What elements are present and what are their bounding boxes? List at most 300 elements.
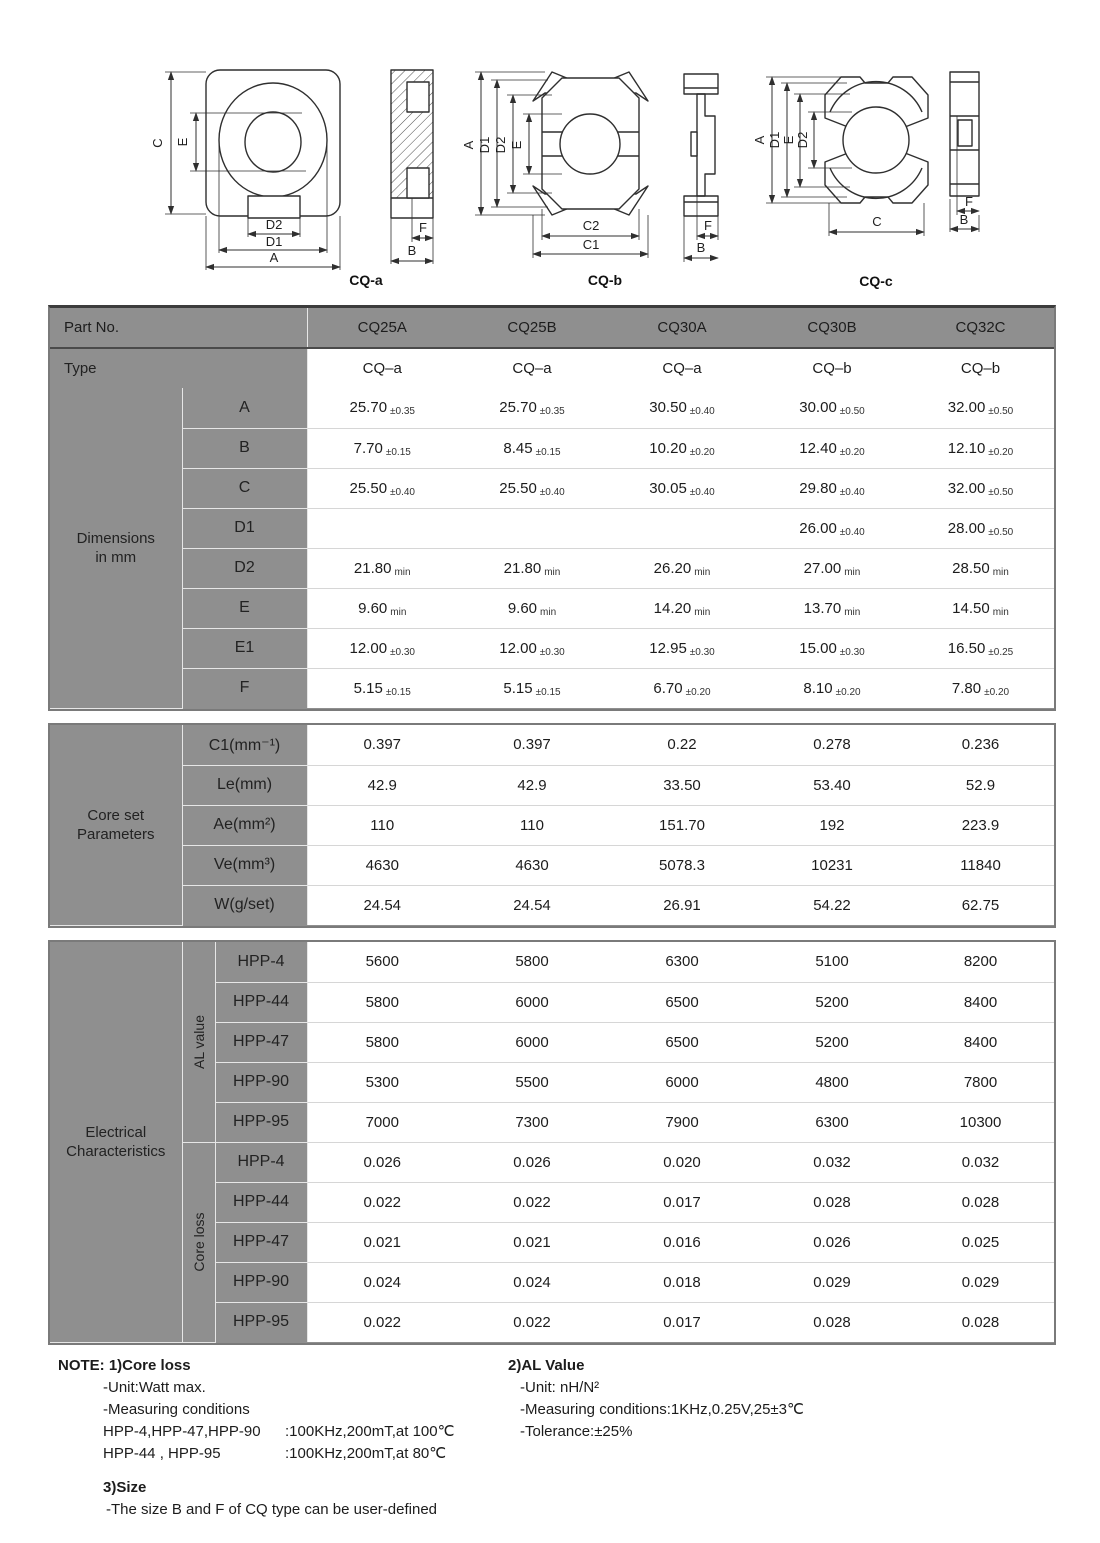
value-cell (307, 845, 457, 885)
value-cell (907, 1062, 1054, 1102)
value-cell (457, 1182, 607, 1222)
value-cell (307, 805, 457, 845)
value-number: 5078.3 (659, 856, 705, 874)
value-number: 33.50 (663, 776, 701, 794)
value-cell (607, 1102, 757, 1142)
value-number: 9.60 (507, 599, 538, 617)
value-cell (457, 348, 607, 388)
value-cell (757, 388, 907, 428)
value-cell (607, 668, 757, 708)
dim-label-cell: A (182, 388, 307, 428)
value-number: CQ–a (512, 360, 552, 377)
value-number: 0.022 (363, 1313, 402, 1331)
value-number: 5600 (365, 953, 399, 971)
value-number: 5800 (365, 1033, 399, 1051)
cq-c-side-view (950, 72, 979, 232)
value-cell (607, 1222, 757, 1262)
value-number: 151.70 (659, 816, 705, 834)
value-cell (907, 885, 1054, 925)
value-number: 0.397 (513, 736, 551, 754)
value-tolerance: ±0.20 (689, 446, 715, 458)
value-cell (907, 668, 1054, 708)
value-number: 0.024 (513, 1273, 551, 1291)
value-tolerance: min (540, 606, 557, 618)
value-number: 5.15 (353, 679, 383, 697)
value-cell (907, 628, 1054, 668)
value-cell (607, 845, 757, 885)
value-cell (907, 508, 1054, 548)
value-number: 24.54 (363, 896, 402, 914)
value-number: 26.20 (653, 559, 692, 577)
group-label-cell: Core set Parameters (50, 725, 182, 925)
note-condition-row (103, 1421, 518, 1443)
value-tolerance: ±0.40 (689, 406, 715, 418)
value-number: 9.60 (358, 599, 388, 617)
cq-a-dim-d2: D2 (265, 217, 283, 232)
value-cell (307, 1022, 457, 1062)
value-cell (607, 1022, 757, 1062)
value-number: 26.00 (799, 519, 837, 537)
cq-c-side-notch (958, 120, 972, 146)
dim-label-cell: D2 (182, 548, 307, 588)
value-cell (457, 428, 607, 468)
rotated-group-label-cell (182, 942, 215, 1142)
table-row (50, 668, 1054, 708)
value-number: 0.032 (961, 1153, 1000, 1171)
value-number: 6300 (665, 953, 699, 971)
value-cell (607, 428, 757, 468)
value-tolerance: min (992, 566, 1009, 578)
cq-a-caption: CQ-a (349, 272, 383, 288)
value-cell (307, 468, 457, 508)
value-cell (307, 1102, 457, 1142)
value-tolerance: ±0.20 (988, 446, 1014, 458)
value-number: 13.70 (803, 599, 842, 617)
value-tolerance: ±0.35 (390, 406, 415, 418)
core-set-table (50, 725, 1054, 926)
value-cell (907, 982, 1054, 1022)
value-number: 7.80 (951, 679, 982, 697)
value-tolerance: ±0.30 (839, 646, 865, 658)
value-cell (457, 1062, 607, 1102)
table-row (50, 942, 1054, 982)
value-tolerance: ±0.30 (539, 646, 565, 658)
value-number: 192 (819, 816, 845, 834)
cq-a-body (206, 70, 340, 216)
table-row (50, 388, 1054, 428)
value-tolerance: ±0.50 (839, 406, 865, 418)
value-tolerance: ±0.40 (839, 486, 865, 498)
value-number: 14.20 (653, 599, 692, 617)
value-number: 0.026 (813, 1233, 851, 1251)
value-number: 6.70 (653, 679, 683, 697)
value-cell (457, 668, 607, 708)
value-number: 0.017 (663, 1193, 701, 1211)
value-number: 16.50 (947, 639, 986, 657)
value-cell (907, 588, 1054, 628)
value-number: 21.80 (353, 559, 392, 577)
param-label-cell: W(g/set) (182, 885, 307, 925)
value-cell (607, 765, 757, 805)
hpp-label-cell: HPP-90 (215, 1062, 307, 1102)
value-number: 8.10 (803, 679, 833, 697)
rotated-group-label: AL value (190, 1014, 207, 1069)
dim-label-cell: E (182, 588, 307, 628)
value-number: 25.70 (349, 399, 388, 417)
group-label-cell: Electrical Characteristics (50, 942, 182, 1342)
value-cell (307, 388, 457, 428)
value-tolerance: ±0.40 (390, 486, 415, 498)
value-tolerance: ±0.20 (984, 686, 1010, 698)
part-no-label: Part No. (50, 308, 307, 348)
value-cell (607, 1302, 757, 1342)
dim-label-cell: F (182, 668, 307, 708)
value-number: 0.022 (513, 1193, 551, 1211)
value-tolerance: ±0.30 (689, 646, 715, 658)
param-label-cell: Ae(mm²) (182, 805, 307, 845)
value-cell (907, 1262, 1054, 1302)
value-cell (607, 388, 757, 428)
value-number: 8400 (963, 1033, 998, 1051)
value-tolerance: ±0.30 (390, 646, 415, 658)
value-cell (907, 765, 1054, 805)
value-number: 15.00 (799, 639, 837, 657)
value-number: 5800 (365, 993, 399, 1011)
value-number: 6500 (665, 1033, 699, 1051)
value-number: 0.018 (663, 1273, 701, 1291)
value-number: 42.9 (367, 776, 397, 794)
value-cell (757, 348, 907, 388)
value-number: 110 (520, 816, 544, 834)
value-cell (757, 1302, 907, 1342)
cq-a-side-notch-top (407, 82, 429, 112)
table-row (50, 805, 1054, 845)
value-cell (307, 588, 457, 628)
cq-a-side-notch-bottom (407, 168, 429, 198)
value-number: 0.025 (961, 1233, 1000, 1251)
condition-name: HPP-44 , HPP-95 (103, 1445, 221, 1462)
condition-value: :100KHz,200mT,at 80℃ (285, 1445, 447, 1462)
value-number: 54.22 (813, 896, 851, 914)
value-number: 12.10 (947, 439, 986, 457)
note-keyword: NOTE: (58, 1357, 105, 1374)
part-number-cell: CQ32C (907, 308, 1054, 348)
cq-c-dim-e: E (781, 135, 796, 145)
value-cell (457, 725, 607, 765)
part-number-cell: CQ30A (607, 308, 757, 348)
param-label-cell: Ve(mm³) (182, 845, 307, 885)
value-cell (757, 765, 907, 805)
electrical-table-block (48, 940, 1056, 1345)
value-cell (757, 885, 907, 925)
cq-b-side-notch (691, 132, 697, 156)
value-cell (607, 885, 757, 925)
hpp-label-cell: HPP-47 (215, 1022, 307, 1062)
table-row (50, 725, 1054, 765)
value-cell (907, 1102, 1054, 1142)
value-cell (307, 508, 457, 548)
value-cell (757, 1022, 907, 1062)
table-row (50, 1142, 1054, 1182)
value-number: 12.95 (649, 639, 687, 657)
value-cell (607, 548, 757, 588)
value-cell (607, 508, 757, 548)
value-cell (907, 1142, 1054, 1182)
condition-value: :100KHz,200mT,at 100℃ (285, 1423, 455, 1440)
value-cell (907, 468, 1054, 508)
value-cell (907, 1222, 1054, 1262)
cq-c-dim-b: B (959, 212, 969, 227)
value-number: 32.00 (947, 479, 986, 497)
value-number: 223.9 (961, 816, 1000, 834)
value-cell (757, 508, 907, 548)
value-cell (307, 548, 457, 588)
value-number: 0.021 (513, 1233, 551, 1251)
value-number: 25.50 (499, 479, 537, 497)
value-number: 28.00 (947, 519, 986, 537)
value-number: 0.032 (813, 1153, 851, 1171)
value-cell (607, 805, 757, 845)
value-number: 8400 (963, 993, 998, 1011)
value-tolerance: min (844, 606, 861, 618)
value-number: 30.05 (649, 479, 687, 497)
value-number: 28.50 (952, 559, 990, 577)
value-number: 30.50 (649, 399, 687, 417)
value-cell (307, 628, 457, 668)
cq-b-center-hole (560, 114, 620, 174)
cq-b-side-top-block (684, 74, 718, 94)
cq-a-front-view (150, 70, 340, 270)
value-number: 0.236 (961, 736, 1000, 754)
dimensions-rows (50, 388, 1054, 708)
value-number: 0.026 (363, 1153, 402, 1171)
value-number: 14.50 (952, 599, 990, 617)
hpp-label-cell: HPP-95 (215, 1102, 307, 1142)
cq-c-dim-d1: D1 (767, 131, 782, 149)
value-number: 10.20 (649, 439, 687, 457)
value-tolerance: ±0.25 (988, 646, 1014, 658)
value-number: 0.397 (363, 736, 402, 754)
value-cell (607, 1182, 757, 1222)
note-line: -Tolerance:±25% (520, 1423, 633, 1440)
value-tolerance: ±0.20 (835, 686, 861, 698)
note-size-lines (106, 1499, 518, 1521)
value-number: 0.021 (363, 1233, 402, 1251)
note-core-loss-conditions (58, 1421, 518, 1465)
hpp-label-cell: HPP-47 (215, 1222, 307, 1262)
table-row (50, 548, 1054, 588)
cq-c-dim-a: A (752, 135, 767, 145)
value-tolerance: min (694, 606, 711, 618)
value-tolerance: min (390, 606, 407, 618)
value-cell (457, 1022, 607, 1062)
value-cell (757, 548, 907, 588)
value-number: 5.15 (503, 679, 533, 697)
group-label-cell: Dimensions in mm (50, 388, 182, 708)
value-cell (607, 468, 757, 508)
value-number: 29.80 (799, 479, 837, 497)
value-tolerance: ±0.20 (685, 686, 711, 698)
value-number: 53.40 (813, 776, 851, 794)
value-cell (457, 942, 607, 982)
value-tolerance: min (844, 566, 861, 578)
hpp-label-cell: HPP-44 (215, 982, 307, 1022)
type-row (50, 348, 1054, 388)
value-cell (307, 1302, 457, 1342)
core-shape-diagrams (0, 0, 1100, 300)
table-row (50, 468, 1054, 508)
value-number: 5300 (365, 1073, 399, 1091)
rotated-group-label-cell (182, 1142, 215, 1342)
hpp-label-cell: HPP-95 (215, 1302, 307, 1342)
cq-a-dim-e: E (175, 137, 190, 147)
note-line: -Measuring conditions:1KHz,0.25V,25±3℃ (520, 1401, 804, 1418)
value-number: 0.022 (363, 1193, 402, 1211)
cq-c-dim-d2: D2 (795, 131, 810, 149)
value-number: 0.029 (961, 1273, 1000, 1291)
value-cell (457, 1222, 607, 1262)
cq-a-dim-c: C (150, 138, 165, 148)
value-cell (307, 942, 457, 982)
cq-b-dim-a: A (461, 140, 476, 150)
value-cell (907, 428, 1054, 468)
value-cell (907, 942, 1054, 982)
value-tolerance: ±0.15 (385, 686, 411, 698)
electrical-table (50, 942, 1054, 1343)
value-number: 11840 (960, 856, 1001, 874)
value-number: 0.017 (663, 1313, 701, 1331)
value-number: 7900 (665, 1113, 699, 1131)
value-cell (457, 1142, 607, 1182)
value-cell (307, 348, 457, 388)
value-cell (907, 1302, 1054, 1342)
value-cell (307, 1062, 457, 1102)
value-number: 12.40 (799, 439, 837, 457)
value-cell (457, 388, 607, 428)
value-cell (607, 1062, 757, 1102)
value-number: 0.028 (961, 1313, 1000, 1331)
value-tolerance: ±0.50 (988, 526, 1014, 538)
note-line: -The size B and F of CQ type can be user-defined (106, 1501, 438, 1518)
value-number: 27.00 (803, 559, 842, 577)
value-cell (607, 942, 757, 982)
cq-b-side-bottom-block (684, 196, 718, 216)
value-number: 5100 (815, 953, 849, 971)
value-cell (307, 1262, 457, 1302)
value-number: 5500 (515, 1073, 549, 1091)
value-number: 4630 (365, 856, 399, 874)
cq-c-caption: CQ-c (859, 273, 893, 289)
value-number: 4630 (515, 856, 549, 874)
value-number: 12.00 (349, 639, 388, 657)
value-number: 0.029 (813, 1273, 851, 1291)
value-cell (757, 1142, 907, 1182)
value-cell (607, 628, 757, 668)
value-number: 52.9 (965, 776, 996, 794)
value-cell (757, 845, 907, 885)
value-number: 0.028 (813, 1313, 851, 1331)
cq-a-bottom-tab (248, 196, 300, 218)
value-tolerance: ±0.40 (689, 486, 715, 498)
value-number: 5200 (815, 993, 849, 1011)
value-number: 0.020 (663, 1153, 701, 1171)
cq-a-dim-d1: D1 (265, 234, 283, 249)
value-number: 7.70 (353, 439, 383, 457)
value-cell (757, 805, 907, 845)
value-number: 0.016 (663, 1233, 701, 1251)
value-number: CQ–a (362, 360, 402, 377)
value-number: 6000 (515, 1033, 549, 1051)
value-tolerance: ±0.15 (535, 446, 561, 458)
cq-a-dim-f: F (419, 220, 427, 235)
value-cell (757, 1182, 907, 1222)
value-number: CQ–a (662, 360, 702, 377)
value-number: 10231 (811, 856, 853, 874)
dim-label-cell: D1 (182, 508, 307, 548)
value-tolerance: min (544, 566, 561, 578)
param-label-cell: C1(mm⁻¹) (182, 725, 307, 765)
value-cell (907, 548, 1054, 588)
value-number: 12.00 (499, 639, 537, 657)
cq-a-center-hole (245, 112, 301, 172)
value-cell (607, 725, 757, 765)
value-cell (457, 1302, 607, 1342)
hpp-label-cell: HPP-4 (215, 1142, 307, 1182)
value-cell (457, 885, 607, 925)
cq-b-diagram (461, 72, 718, 288)
value-number: 62.75 (961, 896, 1000, 914)
value-number: 7300 (515, 1113, 549, 1131)
cq-c-dim-c: C (872, 214, 882, 229)
cq-c-diagram (752, 72, 979, 289)
value-tolerance: ±0.50 (988, 486, 1014, 498)
value-cell (607, 982, 757, 1022)
table-row (50, 588, 1054, 628)
value-cell (307, 1222, 457, 1262)
value-cell (757, 982, 907, 1022)
value-number: 0.028 (813, 1193, 851, 1211)
value-cell (607, 1142, 757, 1182)
value-cell (457, 1102, 607, 1142)
value-number: 25.70 (499, 399, 537, 417)
value-tolerance: ±0.40 (539, 486, 565, 498)
cq-b-dim-c2: C2 (582, 218, 600, 233)
type-label: Type (50, 348, 307, 388)
value-number: 21.80 (503, 559, 542, 577)
value-tolerance: ±0.15 (535, 686, 561, 698)
value-cell (457, 588, 607, 628)
dim-label-cell: C (182, 468, 307, 508)
value-tolerance: min (394, 566, 411, 578)
value-cell (307, 428, 457, 468)
value-number: 6500 (665, 993, 699, 1011)
note-core-loss-lines (103, 1377, 518, 1421)
cq-b-dim-e: E (509, 140, 524, 150)
cq-c-dim-f: F (965, 194, 973, 209)
cq-a-dim-a: A (269, 250, 279, 265)
value-tolerance: min (992, 606, 1009, 618)
value-cell (457, 548, 607, 588)
value-number: 24.54 (513, 896, 551, 914)
value-cell (757, 942, 907, 982)
note-size-heading: 3)Size (103, 1479, 147, 1496)
value-number: 7000 (365, 1113, 399, 1131)
value-tolerance: ±0.50 (988, 406, 1014, 418)
value-number: 8200 (963, 953, 998, 971)
value-cell (757, 468, 907, 508)
value-number: 25.50 (349, 479, 388, 497)
value-number: 0.22 (667, 736, 697, 754)
